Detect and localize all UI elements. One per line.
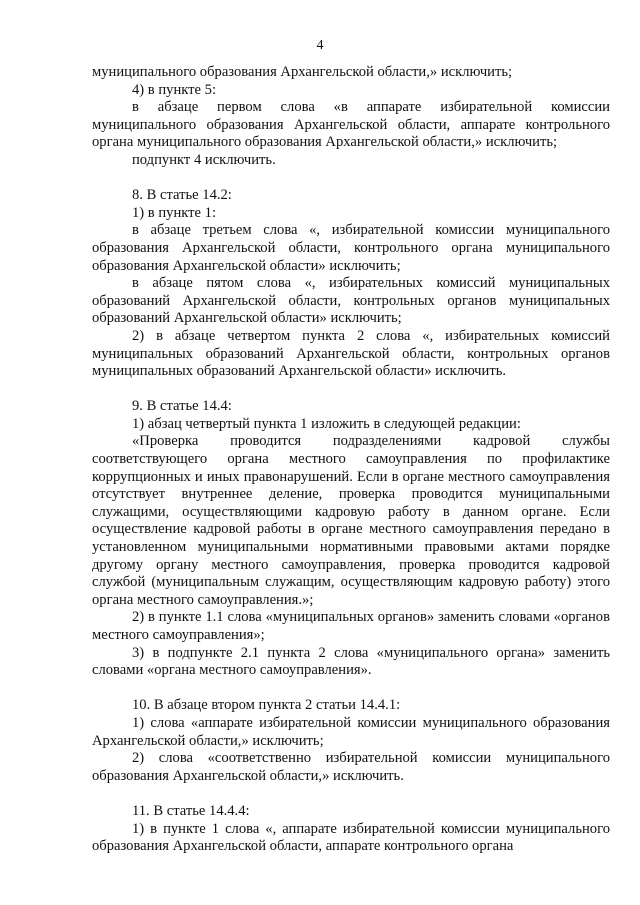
paragraph: 3) в подпункте 2.1 пункта 2 слова «муниципального органа» заменить словами «органа местного самоуправления». bbox=[92, 644, 610, 679]
section-heading: 11. В статье 14.4.4: bbox=[132, 802, 250, 819]
section-heading: 8. В статье 14.2: bbox=[132, 187, 232, 204]
quoted-paragraph: «Проверка проводится подразделениями кадровой службы соответствующего органа местного самоуправления по профилактике коррупционных и иных правонарушений. Если в органе местного самоуправления отсутствует внутреннее деление, проверка проводится муниципальными служащими, осуществляющими кадровую работу в данном органе. Если осуществление кадровой работы в органе местного самоуправления передано в установленном муниципальными нормативными правовыми актами порядке другому органу местного самоуправления, проверка проводится кадровой службой (муниципальным служащим, осуществляющим кадровую работу) этого органа местного самоуправления.»; bbox=[92, 433, 610, 608]
section-heading: 9. В статье 14.4: bbox=[132, 398, 232, 415]
page-number: 4 bbox=[316, 38, 324, 53]
section-gap bbox=[92, 785, 610, 803]
document-body bbox=[92, 64, 610, 856]
paragraph: муниципального образования Архангельской области,» исключить; bbox=[92, 64, 513, 80]
paragraph: 1) абзац четвертый пункта 1 изложить в следующей редакции: bbox=[132, 415, 521, 432]
paragraph: 2) в пункте 1.1 слова «муниципальных органов» заменить словами «органов местного самоуправления»; bbox=[92, 609, 610, 643]
paragraph: 1) в пункте 1: bbox=[132, 204, 217, 221]
paragraph: подпункт 4 исключить. bbox=[132, 151, 276, 168]
section-gap bbox=[92, 381, 610, 399]
paragraph: в абзаце первом слова «в аппарате избирательной комиссии муниципального образования Архангельской области, аппарате контрольного органа муниципального образования Архангельской области,» исключить; bbox=[92, 99, 610, 151]
section-gap bbox=[92, 170, 610, 188]
section-gap bbox=[92, 680, 610, 698]
paragraph: 2) в абзаце четвертом пункта 2 слова «, избирательных комиссий муниципальных образований Архангельской области, контрольных органов муниципальных образований Архангельской области» исключить. bbox=[92, 327, 610, 380]
paragraph: 2) слова «соответственно избирательной комиссии муниципального образования Архангельской области,» исключить. bbox=[92, 750, 610, 784]
section-heading: 10. В абзаце втором пункта 2 статьи 14.4.1: bbox=[132, 697, 401, 714]
paragraph: 1) в пункте 1 слова «, аппарате избирательной комиссии муниципального образования Архангельской области, аппарате контрольного органа bbox=[92, 820, 610, 855]
paragraph: 4) в пункте 5: bbox=[132, 81, 217, 98]
paragraph: 1) слова «аппарате избирательной комиссии муниципального образования Архангельской области,» исключить; bbox=[92, 714, 610, 749]
paragraph: в абзаце третьем слова «, избирательной комиссии муниципального образования Архангельской области, контрольного органа муниципального образования Архангельской области» исключить; bbox=[92, 222, 610, 274]
paragraph: в абзаце пятом слова «, избирательных комиссий муниципальных образований Архангельской области, контрольных органов муниципальных образований Архангельской области» исключить; bbox=[92, 275, 610, 327]
